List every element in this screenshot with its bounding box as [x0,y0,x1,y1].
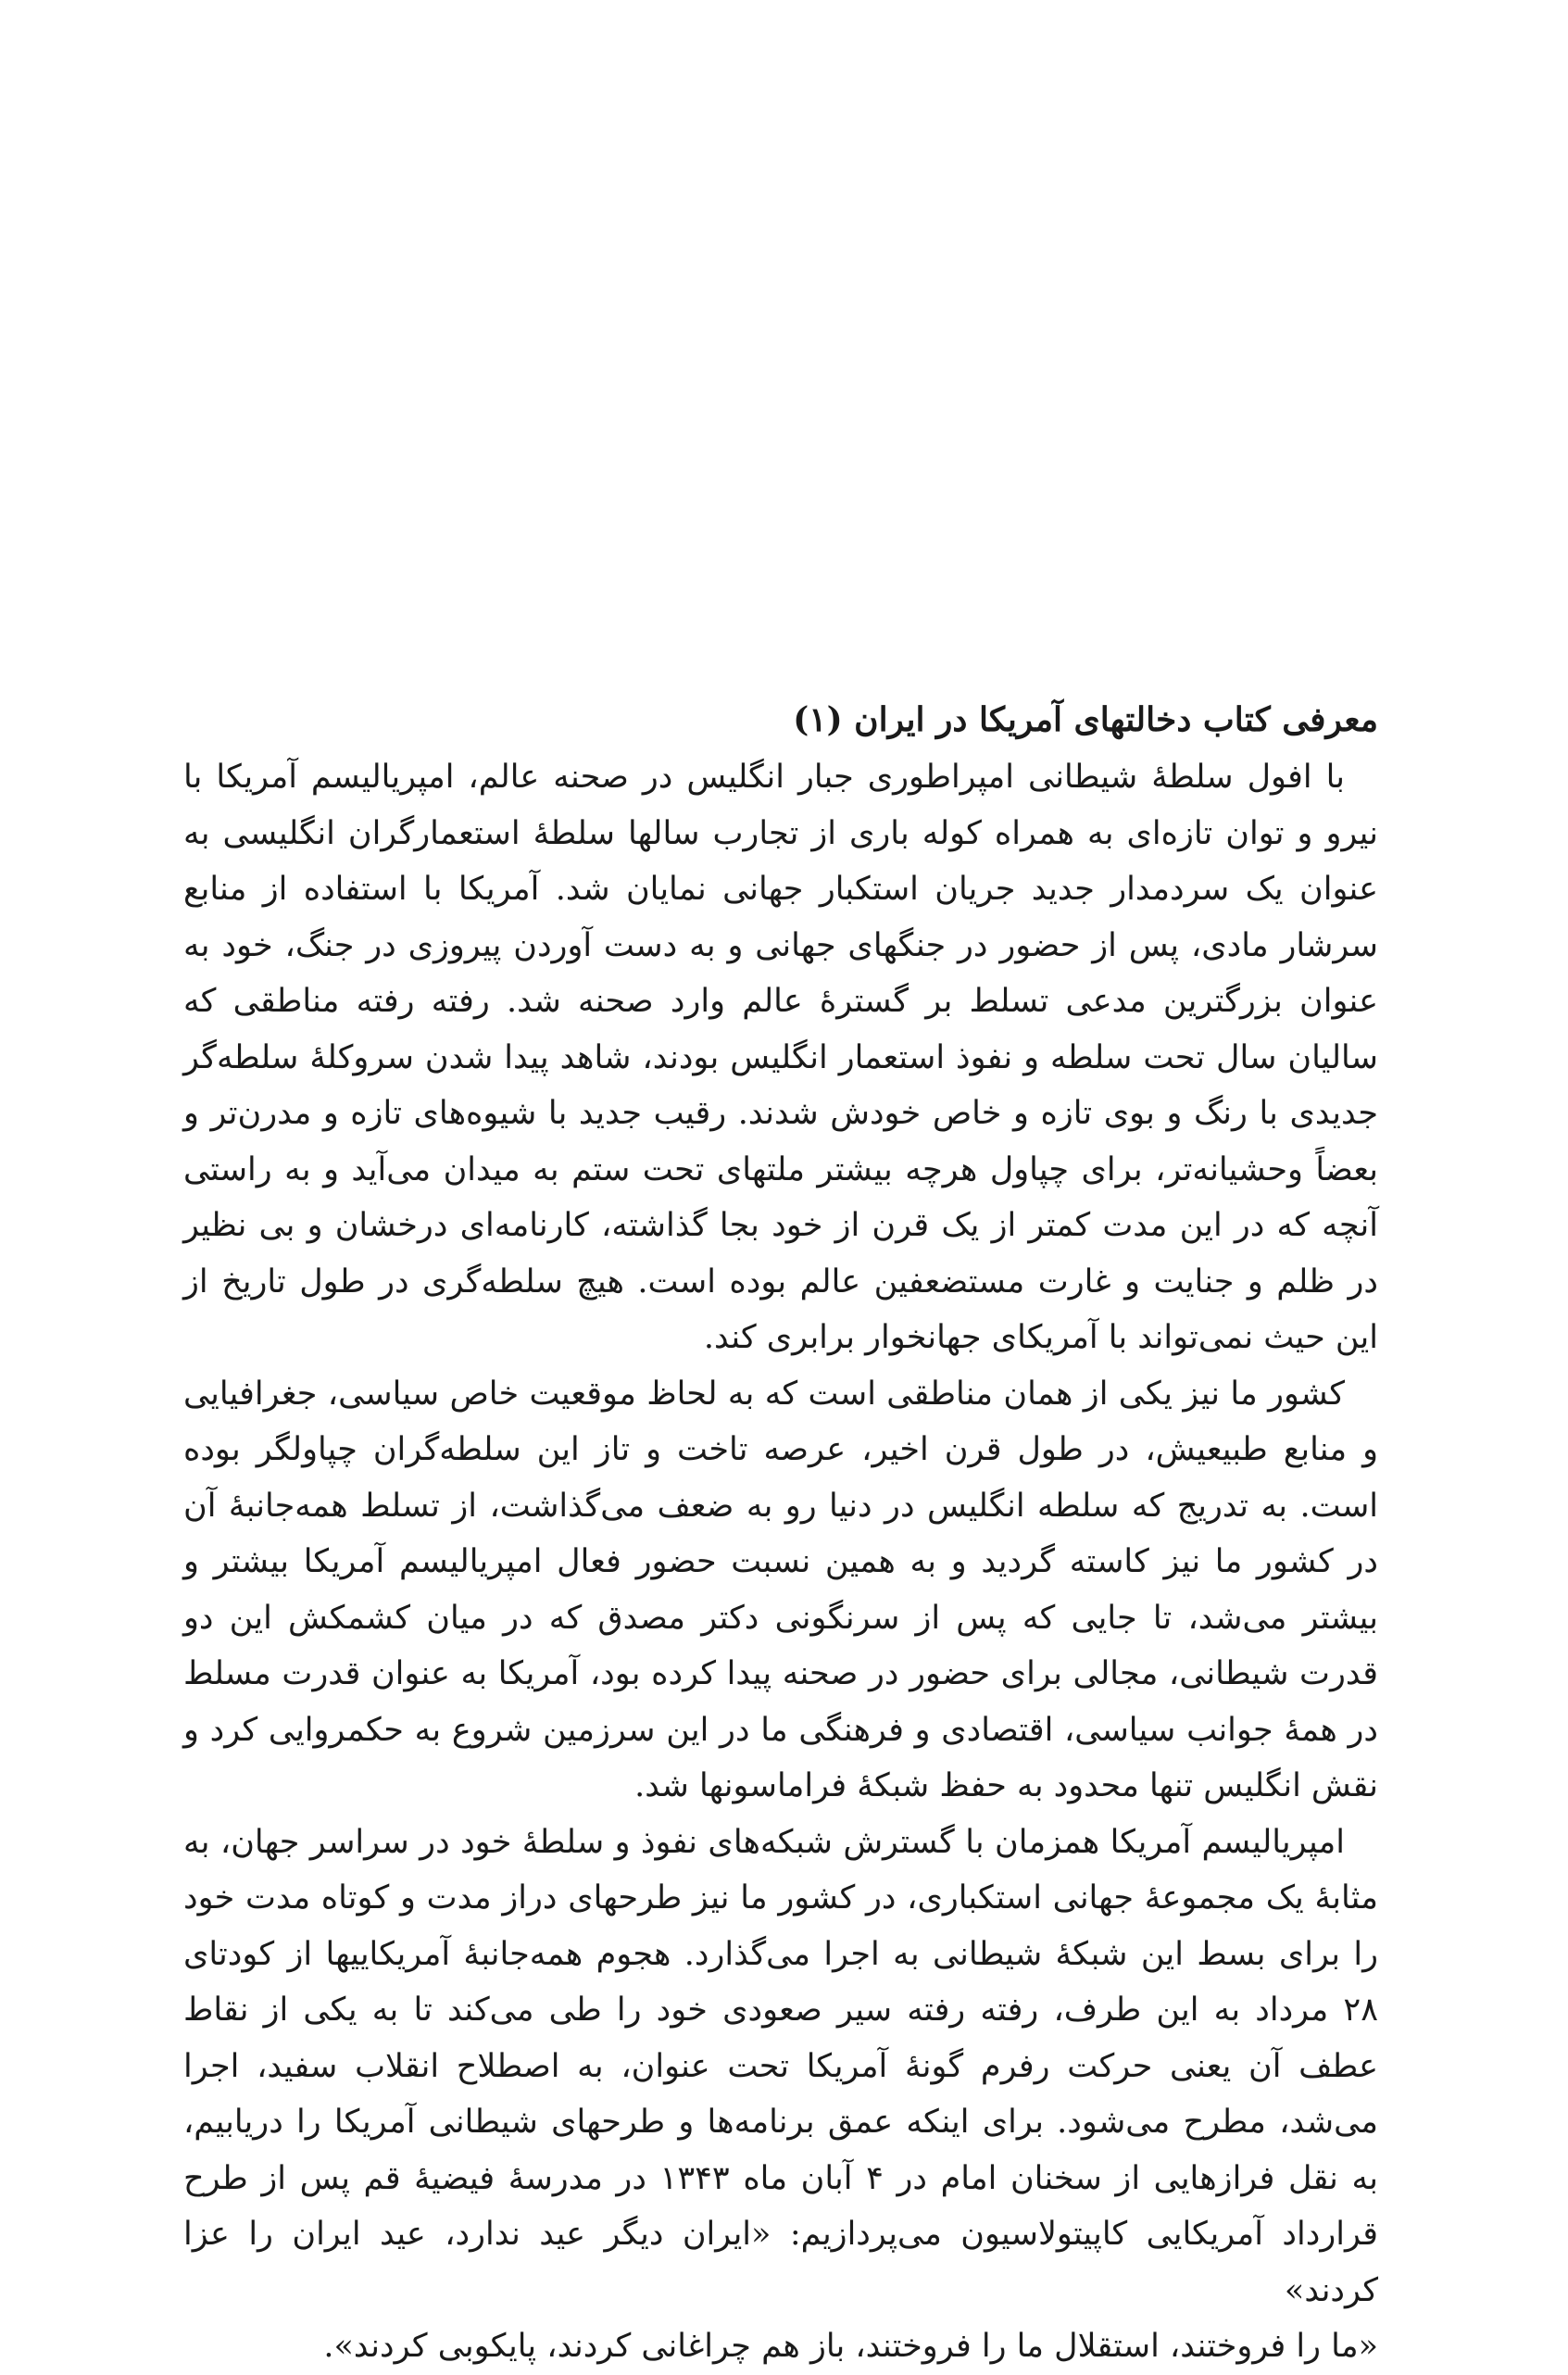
quote-line: «ما را فروختند، استقلال ما را فروختند، باز هم چراغانی کردند، پایکوبی کردند». [323,2328,1378,2365]
paragraph-2: کشور ما نیز یکی از همان مناطقی است که به لحاظ موقعیت خاص سیاسی، جغرافیایی و منابع طبیعیش، در طول قرن اخیر، عرصه تاخت و تاز این سلطه‌گران چپاولگر بوده است. به تدریج که سلطه انگلیس در دنیا رو به ضعف می‌گذاشت، از تسلط همه‌جانبهٔ آن در کشور ما نیز کاسته گردید و به همین نسبت حضور فعال امپریالیسم آمریکا بیشتر و بیشتر می‌شد، تا جایی که پس از سرنگونی دکتر مصدق که در میان کشمکش این دو قدرت شیطانی، مجالی برای حضور در صحنه پیدا کرده بود، آمریکا به عنوان قدرت مسلط در همهٔ جوانب سیاسی، اقتصادی و فرهنگی ما در این سرزمین شروع به حکمروایی کرد و نقش انگلیس تنها محدود به حفظ شبکهٔ فراماسونها شد. [183,1375,1378,1804]
paragraph-1: با افول سلطهٔ شیطانی امپراطوری جبار انگلیس در صحنه عالم، امپریالیسم آمریکا با نیرو و توان تازه‌ای به همراه کوله باری از تجارب سالها سلطهٔ استعمارگران انگلیسی به عنوان یک سردمدار جدید جریان استکبار جهانی نمایان شد. آمریکا با استفاده از منابع سرشار مادی، پس از حضور در جنگهای جهانی و به دست آوردن پیروزی در جنگ، خود به عنوان بزرگترین مدعی تسلط بر گسترهٔ عالم وارد صحنه شد. رفته رفته مناطقی که سالیان سال تحت سلطه و نفوذ استعمار انگلیس بودند، شاهد پیدا شدن سروکلهٔ سلطه‌گر جدیدی با رنگ و بوی تازه و خاص خودش شدند. رقیب جدید با شیوه‌های تازه و مدرن‌تر و بعضاً وحشیانه‌تر، برای چپاول هرچه بیشتر ملتهای تحت ستم به میدان می‌آید و به راستی آنچه که در این مدت کمتر از یک قرن از خود بجا گذاشته، کارنامه‌ای درخشان و بی نظیر در ظلم و جنایت و غارت مستضعفین عالم بوده است. هیچ سلطه‌گری در طول تاریخ از این حیث نمی‌تواند با آمریکای جهانخوار برابری کند. [183,759,1378,1356]
paragraph-3: امپریالیسم آمریکا همزمان با گسترش شبکه‌های نفوذ و سلطهٔ خود در سراسر جهان، به مثابهٔ یک مجموعهٔ جهانی استکباری، در کشور ما نیز طرحهای دراز مدت و کوتاه مدت خود را برای بسط این شبکهٔ شیطانی به اجرا می‌گذارد. هجوم همه‌جانبهٔ آمریکاییها از کودتای ۲۸ مرداد به این طرف، رفته رفته سیر صعودی خود را طی می‌کند تا به یکی از نقاط عطف آن یعنی حرکت رفرم گونهٔ آمریکا تحت عنوان، به اصطلاح انقلاب سفید، اجرا می‌شد، مطرح می‌شود. برای اینکه عمق برنامه‌ها و طرحهای شیطانی آمریکا را دریابیم، به نقل فرازهایی از سخنان امام در ۴ آبان ماه ۱۳۴۳ در مدرسهٔ فیضیهٔ قم پس از طرح قرارداد آمریکایی کاپیتولاسیون می‌پردازیم: «ایران دیگر عید ندارد، عید ایران را عزا کردند» [183,1823,1378,2309]
article-title: معرفی کتاب دخالتهای آمریکا در ایران (۱) [793,700,1378,739]
article-body [183,690,1378,2375]
